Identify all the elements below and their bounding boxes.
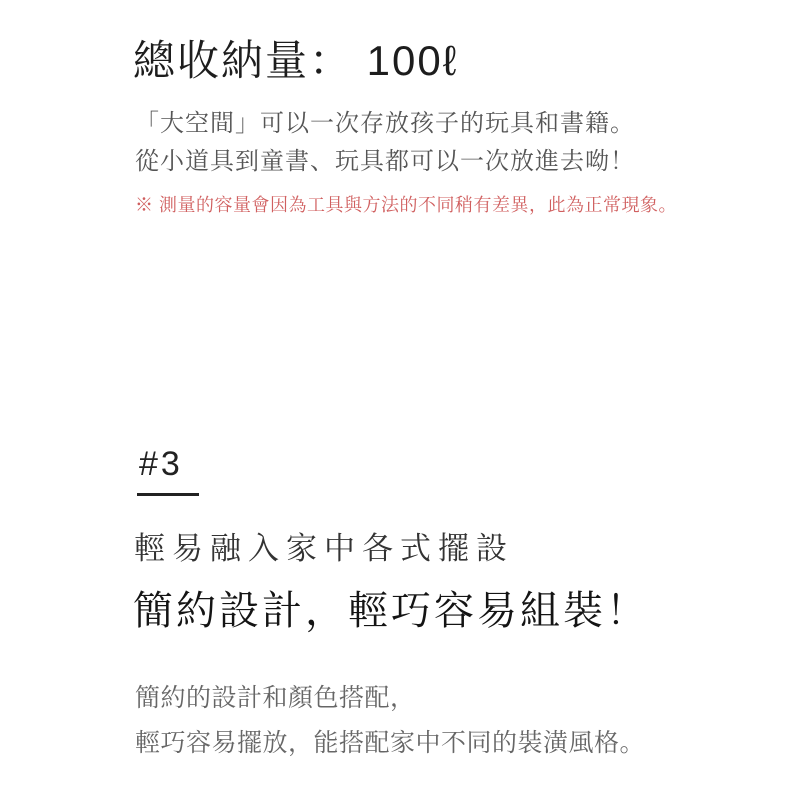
capacity-measurement-note: ※ 測量的容量會因為工具與方法的不同稍有差異，此為正常現象。: [135, 195, 677, 215]
capacity-description-line-1: 「大空間」可以一次存放孩子的玩具和書籍。: [135, 110, 635, 137]
capacity-description-line-2: 從小道具到童書、玩具都可以一次放進去呦！: [135, 148, 635, 175]
feature-number-label: #3: [139, 445, 183, 483]
feature-headline: 簡約設計，輕巧容易組裝！: [133, 589, 649, 633]
feature-subtitle: 輕易融入家中各式擺設: [134, 531, 514, 566]
capacity-title: 總收納量： 100ℓ: [133, 37, 459, 84]
feature-number-underline: [137, 493, 199, 496]
feature-description-line-1: 簡約的設計和顏色搭配，: [135, 684, 416, 712]
feature-description-line-2: 輕巧容易擺放，能搭配家中不同的裝潢風格。: [135, 729, 646, 757]
